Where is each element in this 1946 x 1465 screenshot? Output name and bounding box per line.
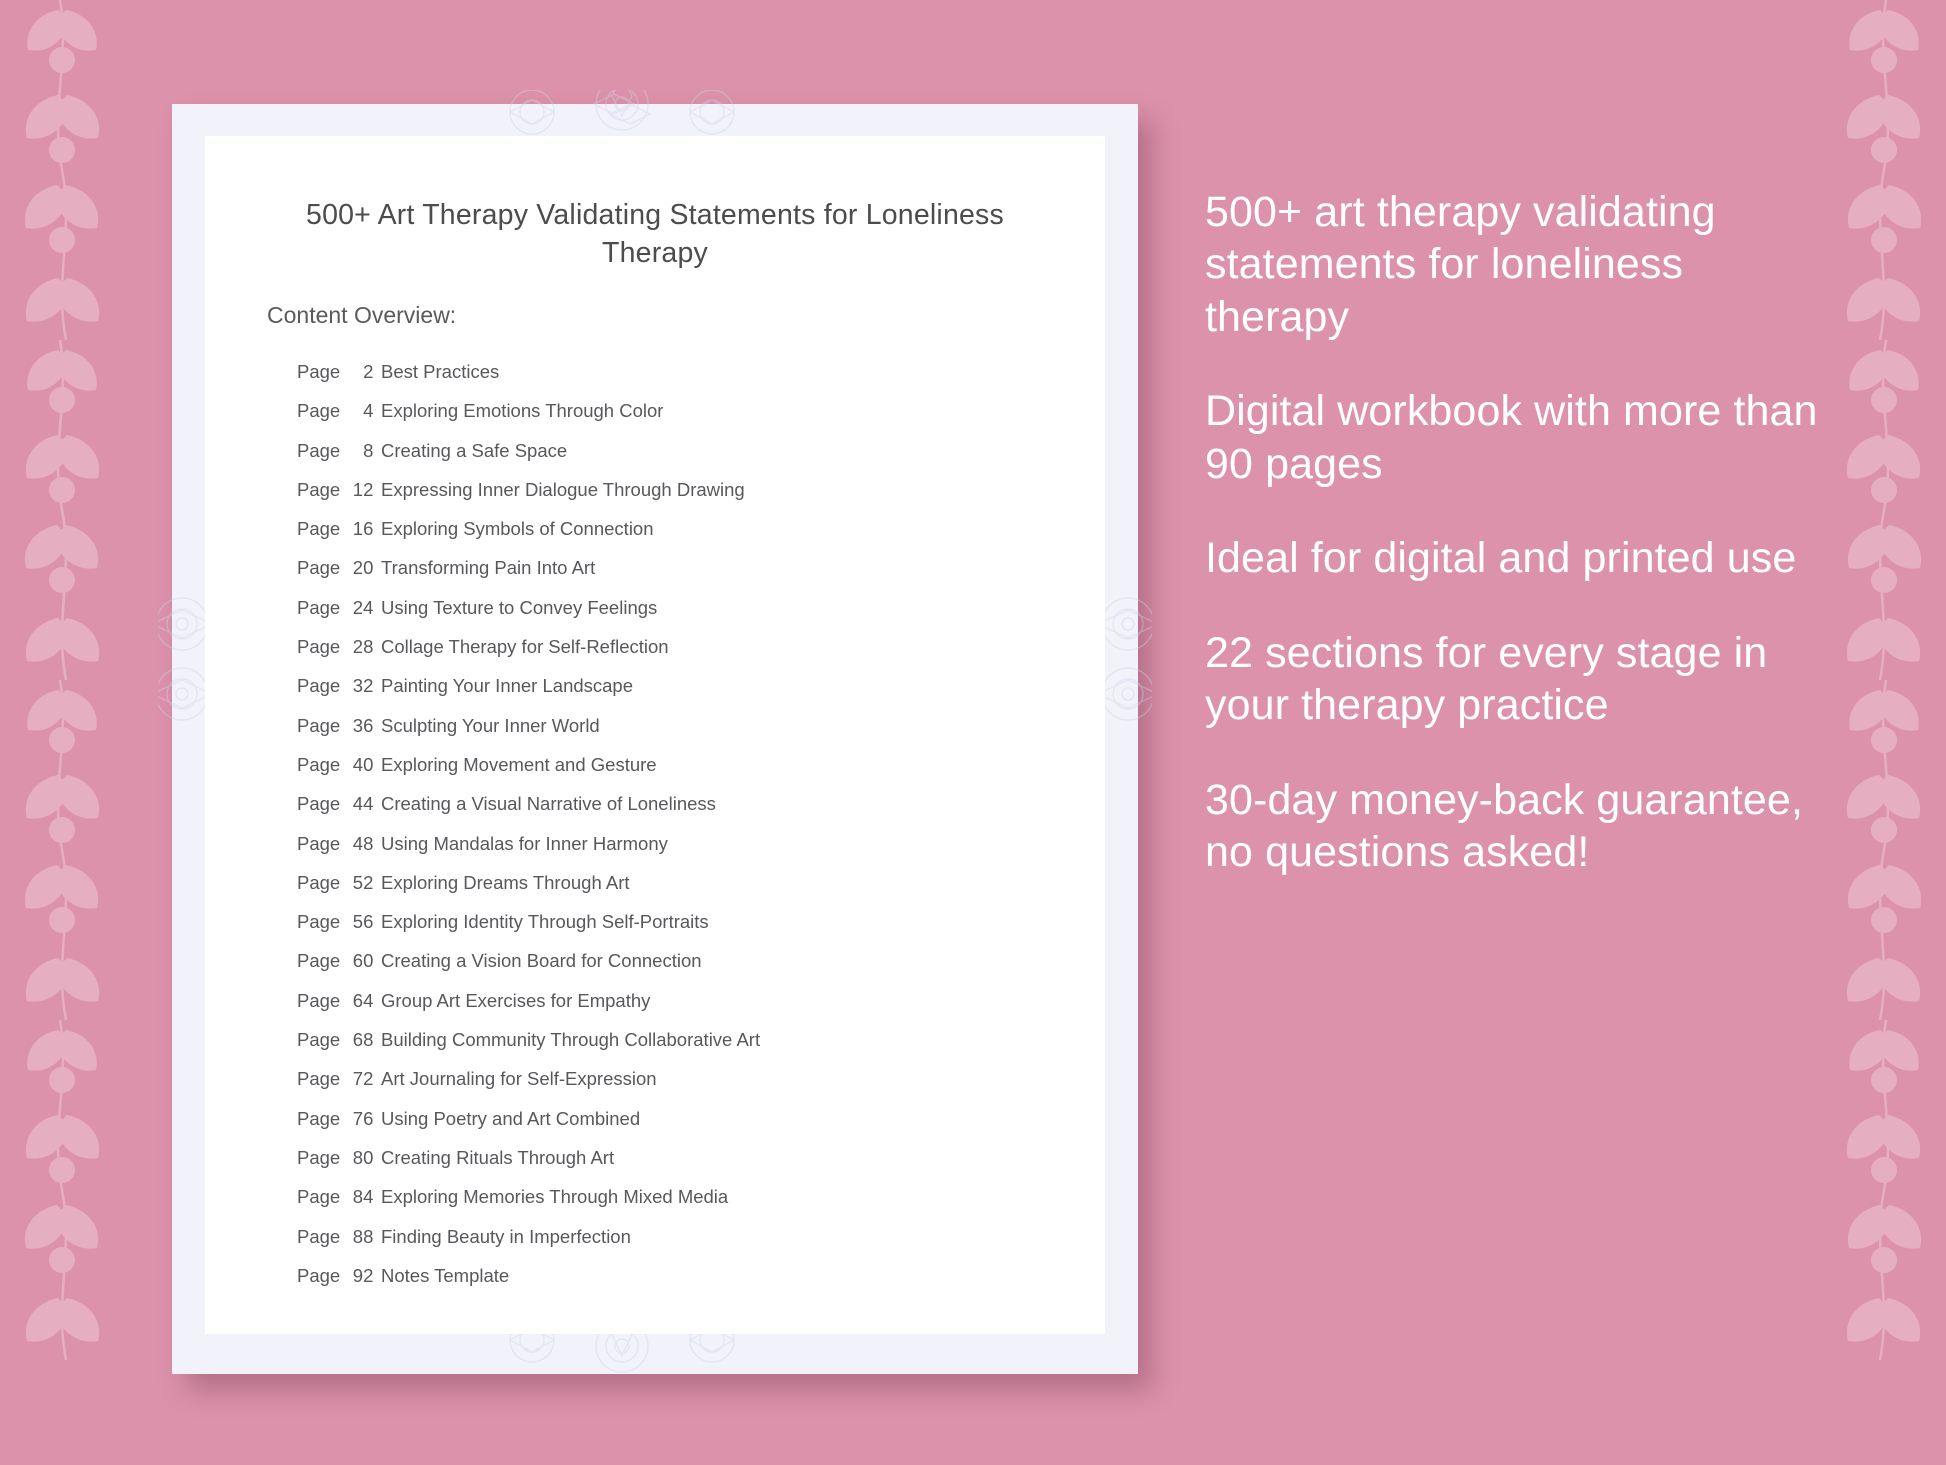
toc-entry-title: Notes Template — [381, 1264, 510, 1286]
marketing-line-5: 30-day money-back guarantee, no questions asked! — [1205, 775, 1803, 877]
toc-row — [297, 706, 1075, 745]
toc-entry-title: Exploring Emotions Through Color — [381, 400, 664, 422]
marketing-line-1: 500+ art therapy validating statements for loneliness therapy — [1205, 188, 1716, 341]
toc-entry-title: Building Community Through Collaborative Art — [381, 1029, 761, 1051]
toc-page-number: Page 44 — [297, 793, 374, 815]
marketing-line-4: 22 sections for every stage in your therapy practice — [1205, 628, 1768, 730]
toc-entry-title: Finding Beauty in Imperfection — [381, 1225, 631, 1247]
marketing-line-3: Ideal for digital and printed use — [1205, 534, 1797, 583]
marketing-copy — [1205, 186, 1825, 879]
toc-entry-title: Painting Your Inner Landscape — [381, 675, 634, 697]
toc-page-number: Page 8 — [297, 439, 374, 461]
toc-entry-title: Creating a Visual Narrative of Loneliness — [381, 793, 716, 815]
content-overview-label: Content Overview: — [267, 302, 457, 328]
toc-row — [297, 902, 1075, 941]
floral-border-left — [0, 0, 150, 1460]
toc-row — [297, 1099, 1075, 1138]
toc-row — [297, 824, 1075, 863]
toc-row — [297, 1020, 1075, 1059]
toc-page-number: Page 12 — [297, 478, 374, 500]
toc-page-number: Page 40 — [297, 753, 374, 775]
toc-entry-title: Creating Rituals Through Art — [381, 1146, 615, 1168]
toc-page-number: Page 68 — [297, 1029, 374, 1051]
toc-row — [297, 470, 1075, 509]
toc-row — [297, 981, 1075, 1020]
toc-page-number: Page 24 — [297, 596, 374, 618]
toc-row — [297, 1059, 1075, 1098]
toc-entry-title: Creating a Safe Space — [381, 439, 568, 461]
toc-entry-title: Sculpting Your Inner World — [381, 714, 600, 736]
toc-row — [297, 391, 1075, 430]
toc-row — [297, 352, 1075, 391]
toc-page-number: Page 48 — [297, 832, 374, 854]
toc-row — [297, 627, 1075, 666]
toc-page-number: Page 60 — [297, 950, 374, 972]
toc-entry-title: Using Mandalas for Inner Harmony — [381, 832, 668, 854]
toc-page-number: Page 64 — [297, 989, 374, 1011]
document-page — [205, 136, 1105, 1334]
toc-page-number: Page 52 — [297, 871, 374, 893]
toc-page-number: Page 32 — [297, 675, 374, 697]
toc-row — [297, 1217, 1075, 1256]
toc-page-number: Page 4 — [297, 400, 374, 422]
toc-row — [297, 1177, 1075, 1216]
toc-page-number: Page 76 — [297, 1107, 374, 1129]
toc-row — [297, 509, 1075, 548]
toc-row — [297, 745, 1075, 784]
toc-entry-title: Exploring Symbols of Connection — [381, 518, 654, 540]
toc-page-number: Page 16 — [297, 518, 374, 540]
toc-page-number: Page 56 — [297, 911, 374, 933]
toc-page-number: Page 88 — [297, 1225, 374, 1247]
toc-page-number: Page 92 — [297, 1264, 374, 1286]
toc-row — [297, 1138, 1075, 1177]
toc-page-number: Page 2 — [297, 361, 374, 382]
toc-row — [297, 784, 1075, 823]
toc-row — [297, 588, 1075, 627]
toc-entry-title: Exploring Memories Through Mixed Media — [381, 1186, 729, 1208]
toc-entry-title: Using Texture to Convey Feelings — [381, 596, 658, 618]
toc-entry-title: Exploring Identity Through Self-Portraits — [381, 911, 709, 933]
toc-page-number: Page 80 — [297, 1146, 374, 1168]
table-of-contents — [297, 352, 1075, 1295]
toc-entry-title: Collage Therapy for Self-Reflection — [381, 636, 669, 658]
toc-page-number: Page 28 — [297, 636, 374, 658]
toc-entry-title: Transforming Pain Into Art — [381, 557, 596, 579]
document-title: 500+ Art Therapy Validating Statements for Loneliness Therapy — [306, 199, 1004, 270]
toc-entry-title: Expressing Inner Dialogue Through Drawing — [381, 478, 745, 500]
marketing-line-2: Digital workbook with more than 90 pages — [1205, 387, 1818, 488]
toc-page-number: Page 36 — [297, 714, 374, 736]
toc-page-number: Page 84 — [297, 1186, 374, 1208]
toc-row — [297, 941, 1075, 980]
toc-entry-title: Exploring Dreams Through Art — [381, 871, 630, 893]
toc-row — [297, 548, 1075, 587]
toc-entry-title: Creating a Vision Board for Connection — [381, 950, 702, 972]
toc-entry-title: Art Journaling for Self-Expression — [381, 1068, 657, 1090]
toc-page-number: Page 72 — [297, 1068, 374, 1090]
toc-entry-title: Exploring Movement and Gesture — [381, 753, 657, 775]
toc-row — [297, 1256, 1075, 1295]
toc-entry-title: Group Art Exercises for Empathy — [381, 989, 651, 1011]
toc-page-number: Page 20 — [297, 557, 374, 579]
toc-row — [297, 666, 1075, 705]
toc-entry-title: Using Poetry and Art Combined — [381, 1107, 641, 1129]
toc-row — [297, 431, 1075, 470]
document-preview — [172, 104, 1138, 1374]
toc-row — [297, 863, 1075, 902]
toc-entry-title: Best Practices — [381, 361, 500, 382]
